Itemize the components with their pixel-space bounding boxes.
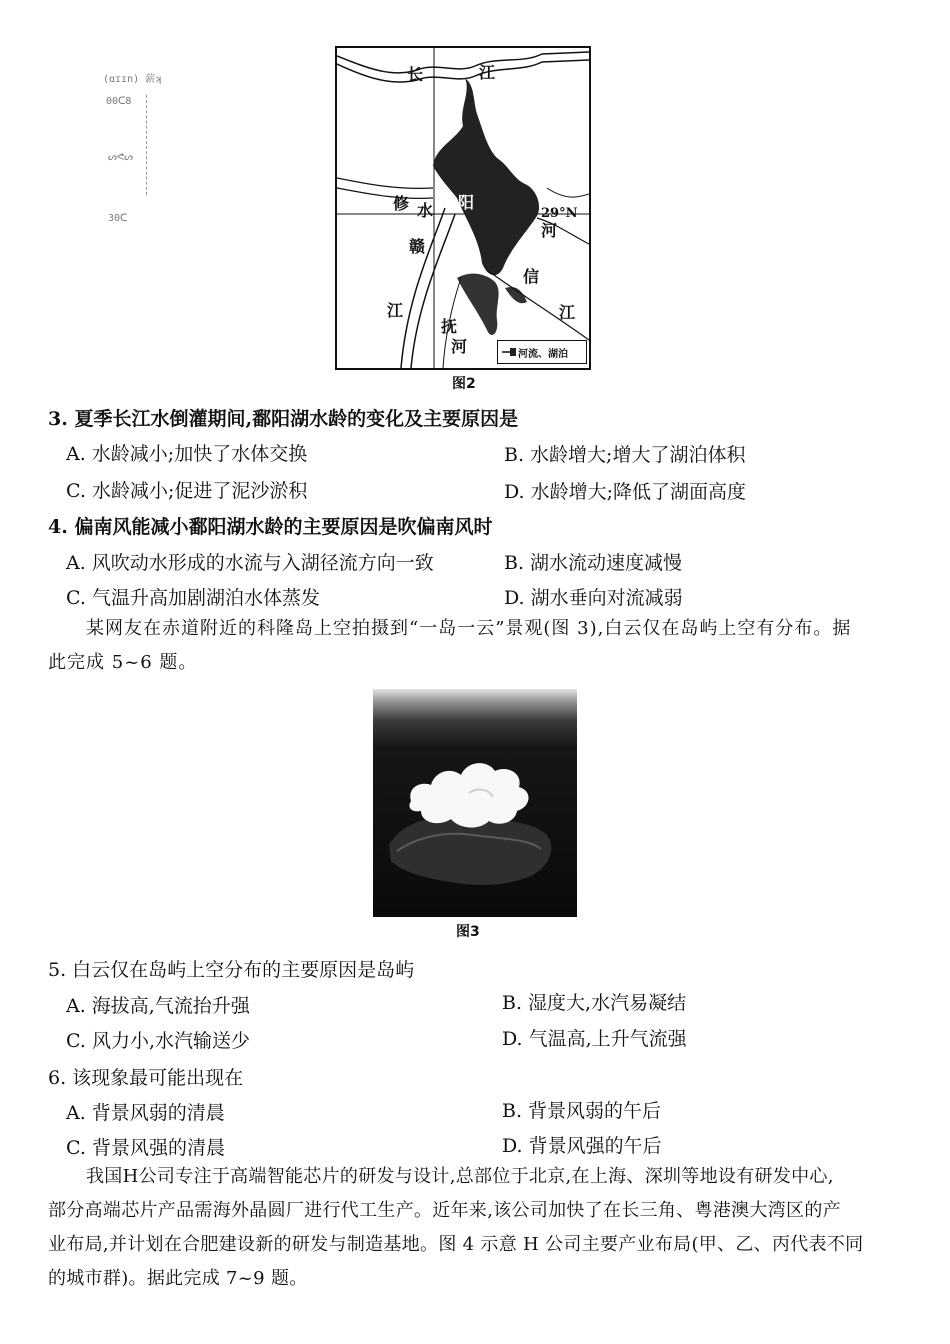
gan-river — [401, 208, 445, 368]
q6-option-c[interactable]: C. 背景风强的清晨 — [66, 1137, 225, 1159]
rao-tributary — [547, 188, 589, 197]
q5-option-a[interactable]: A. 海拔高,气流抬升强 — [66, 995, 250, 1017]
label-xinjiang: 江 — [559, 303, 576, 322]
q3-option-d[interactable]: D. 水龄增大;降低了湖面高度 — [504, 481, 747, 503]
q5-option-d[interactable]: D. 气温高,上升气流强 — [502, 1028, 687, 1050]
intro-5-6-line2: 此完成 5~6 题。 — [48, 652, 198, 673]
label-fuhe: 抚 — [441, 317, 458, 336]
intro-7-9-line2: 部分高端芯片产品需海外晶圆厂进行代工生产。近年来,该公司加快了在长三角、粤港澳大湾区的产 — [48, 1200, 841, 1221]
poyang-map — [335, 46, 591, 370]
q3-option-c[interactable]: C. 水龄减小;促进了泥沙淤积 — [66, 480, 308, 502]
label-xiushui: 修 — [393, 194, 410, 213]
label-fuhe: 河 — [451, 337, 468, 356]
map-legend — [497, 340, 587, 364]
label-ganjiang: 江 — [387, 301, 404, 320]
faint-mark: 30ᑕ — [108, 213, 128, 224]
label-changjiang: 江 — [479, 63, 496, 82]
figure-caption: 图3 — [456, 924, 480, 940]
label-raohe: 河 — [541, 221, 558, 240]
figure-caption: 图2 — [452, 376, 476, 392]
label-ganjiang: 赣 — [409, 237, 426, 256]
q6-option-d[interactable]: D. 背景风强的午后 — [502, 1135, 662, 1157]
q5-option-b[interactable]: B. 湿度大,水汽易凝结 — [502, 992, 687, 1014]
label-poyang: 阳 — [458, 193, 475, 212]
faint-mark: ᔕᕙᔕ — [108, 152, 134, 163]
question-5-stem: 5. 白云仅在岛屿上空分布的主要原因是岛屿 — [48, 959, 415, 981]
q6-option-a[interactable]: A. 背景风弱的清晨 — [66, 1102, 225, 1124]
river-lake-icon — [502, 347, 516, 357]
island-cloud-photo — [373, 689, 577, 917]
yangtze-river-bank — [337, 60, 589, 82]
intro-5-6-line1: 某网友在赤道附近的科隆岛上空拍摄到“一岛一云”景观(图 3),白云仅在岛屿上空有分布。据 — [86, 618, 852, 639]
q3-option-a[interactable]: A. 水龄减小;加快了水体交换 — [66, 443, 308, 465]
faint-mark: (ɑɪɪn) 薪ʞ — [103, 74, 162, 85]
faint-axis — [146, 95, 148, 195]
q4-option-c[interactable]: C. 气温升高加剧湖泊水体蒸发 — [66, 587, 320, 609]
legend-text: 河流、湖泊 — [518, 348, 568, 360]
yangtze-river — [337, 52, 589, 73]
label-xiushui: 水 — [417, 201, 434, 220]
label-latitude: 29°N — [541, 206, 578, 221]
label-xinjiang: 信 — [523, 267, 540, 286]
faint-mark: 00ᑕ8 — [106, 96, 132, 107]
intro-7-9-line1: 我国H公司专注于高端智能芯片的研发与设计,总部位于北京,在上海、深圳等地设有研发中心, — [86, 1166, 834, 1187]
intro-7-9-line4: 的城市群)。据此完成 7~9 题。 — [48, 1268, 308, 1286]
q4-option-d[interactable]: D. 湖水垂向对流减弱 — [504, 587, 683, 609]
xiu-river-bank — [337, 188, 433, 198]
cloud-shape — [409, 763, 528, 827]
q4-option-b[interactable]: B. 湖水流动速度减慢 — [504, 552, 683, 574]
lake-lobe — [457, 274, 499, 335]
question-4-stem: 4. 偏南风能减小鄱阳湖水龄的主要原因是吹偏南风时 — [48, 516, 493, 538]
q5-option-c[interactable]: C. 风力小,水汽输送少 — [66, 1030, 250, 1052]
q4-option-a[interactable]: A. 风吹动水形成的水流与入湖径流方向一致 — [66, 552, 434, 574]
label-changjiang: 长 — [407, 65, 424, 84]
question-3-stem: 3. 夏季长江水倒灌期间,鄱阳湖水龄的变化及主要原因是 — [48, 408, 519, 430]
q6-option-b[interactable]: B. 背景风弱的午后 — [502, 1100, 662, 1122]
q3-option-b[interactable]: B. 水龄增大;增大了湖泊体积 — [504, 444, 746, 466]
intro-7-9-line3: 业布局,并计划在合肥建设新的研发与制造基地。图 4 示意 H 公司主要产业布局(甲、乙、丙代表不同 — [48, 1234, 864, 1255]
photo-svg — [373, 689, 577, 917]
question-6-stem: 6. 该现象最可能出现在 — [48, 1067, 244, 1089]
xiu-river — [337, 178, 433, 188]
poyang-lake — [433, 78, 539, 275]
